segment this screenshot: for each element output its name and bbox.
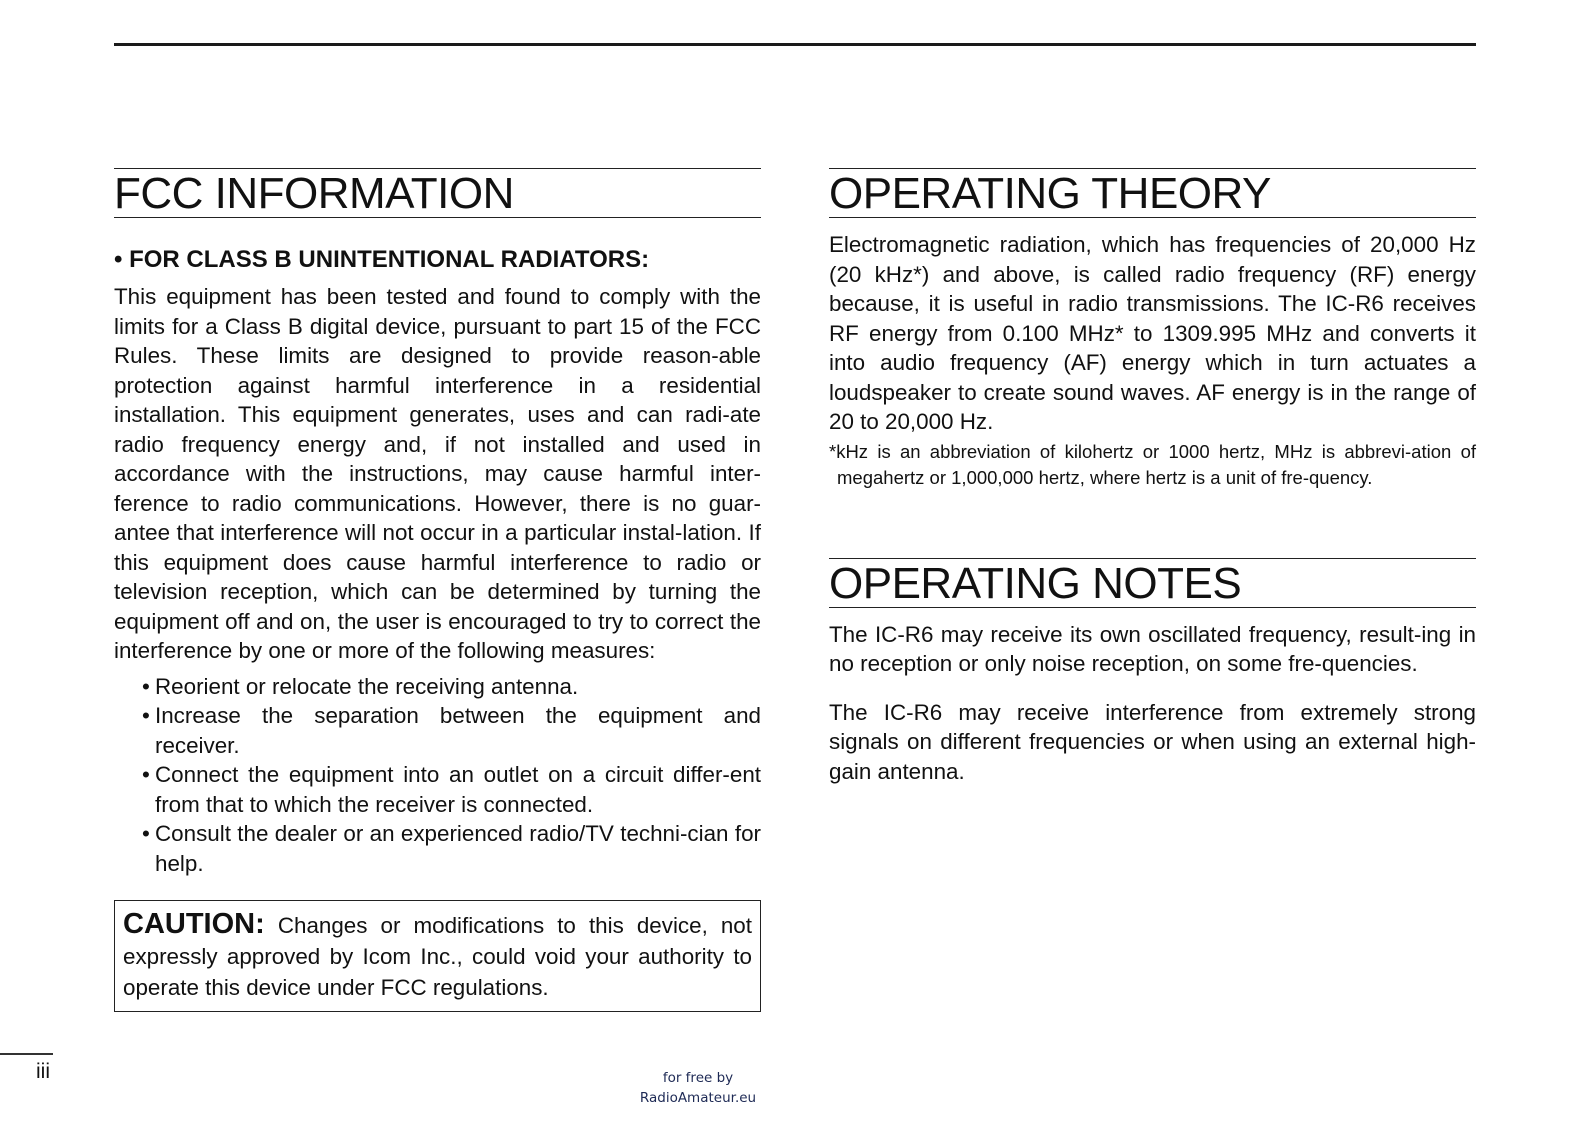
list-item: • Increase the separation between the equipment and receiver.	[142, 701, 761, 760]
operating-notes-paragraph-1: The IC-R6 may receive its own oscillated frequency, result-ing in no reception or only noise reception, on some fre-quencies.	[829, 621, 1476, 676]
list-item: • Consult the dealer or an experienced radio/TV techni-cian for help.	[142, 819, 761, 878]
operating-section	[829, 168, 1476, 786]
watermark-line-1: for free by	[662, 1070, 734, 1086]
top-rule	[114, 43, 1476, 46]
operating-theory-title: OPERATING THEORY	[829, 168, 1476, 218]
operating-notes-paragraph-2: The IC-R6 may receive interference from extremely strong signals on different frequencies or when using an external high-gain antenna.	[829, 699, 1476, 784]
page-number: iii	[36, 1060, 50, 1083]
list-item: • Connect the equipment into an outlet on a circuit differ-ent from that to which the receiver is connected.	[142, 760, 761, 819]
operating-notes-title: OPERATING NOTES	[829, 558, 1476, 608]
fcc-body-text: This equipment has been tested and found to comply with the limits for a Class B digital device, pursuant to part 15 of the FCC Rules. These limits are designed to provide reason-able protection against harmful interference in a residential installation. This equipment generates, uses and can radi-ate radio frequency energy and, if not installed and used in accordance with the instructions, may cause harmful inter-ference to radio communications. However, there is no guar-antee that interference will not occur in a particular instal-lation. If this equipment does cause harmful interference to radio or television reception, which can be determined by turning the equipment off and on, the user is encouraged to try to correct the interference by one or more of the following measures:	[114, 284, 761, 663]
class-b-subheading: • FOR CLASS B UNINTENTIONAL RADIATORS:	[114, 246, 650, 273]
measures-list	[114, 672, 761, 879]
caution-text: Changes or modifications to this device, not expressly approved by Icom Inc., could void your authority to operate this device under FCC regulations.	[123, 913, 752, 1000]
page-number-rule	[0, 1053, 53, 1055]
fcc-information-section	[114, 168, 761, 1012]
operating-notes-section	[829, 558, 1476, 787]
watermark-line-2: RadioAmateur.eu	[639, 1090, 757, 1106]
caution-box	[114, 900, 761, 1012]
caution-label: CAUTION:	[123, 908, 265, 940]
list-item: • Reorient or relocate the receiving antenna.	[142, 672, 761, 702]
watermark	[628, 1068, 768, 1108]
fcc-information-title: FCC INFORMATION	[114, 168, 761, 218]
operating-theory-text: Electromagnetic radiation, which has frequencies of 20,000 Hz (20 kHz*) and above, is called radio frequency (RF) energy because, it is useful in radio transmissions. The IC-R6 receives RF energy from 0.100 MHz* to 1309.995 MHz and converts it into audio frequency (AF) energy which in turn actuates a loudspeaker to create sound waves. AF energy is in the range of 20 to 20,000 Hz.	[829, 232, 1476, 434]
frequency-footnote: *kHz is an abbreviation of kilohertz or 1000 hertz, MHz is abbrevi-ation of megahertz or 1,000,000 hertz, where hertz is a unit of fre-quency.	[829, 440, 1476, 488]
